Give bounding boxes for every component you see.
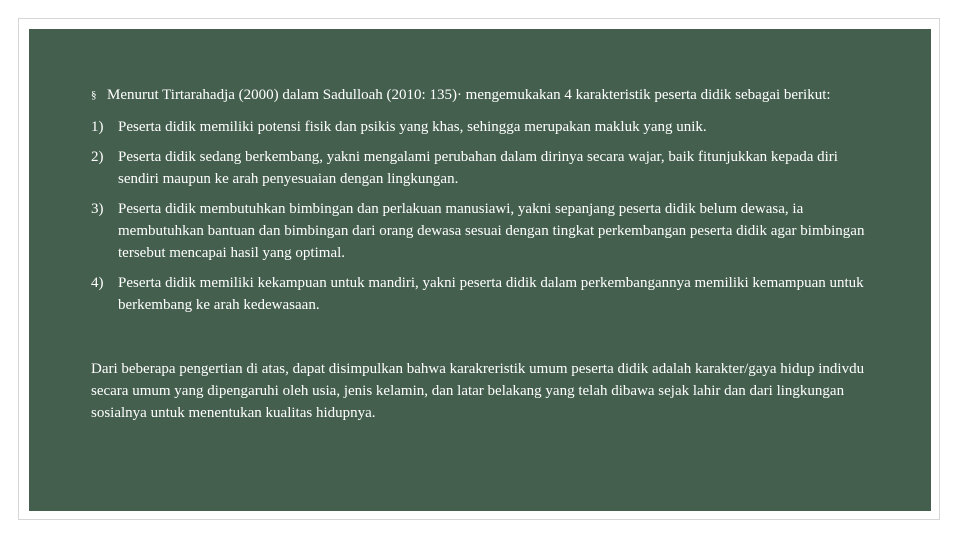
list-item-number: 2) [91, 149, 104, 165]
list-item-text: Peserta didik memiliki kekampuan untuk mandiri, yakni peserta didik dalam perkembangannya memiliki kemampuan untuk berkembang ke arah kedewasaan. [118, 275, 864, 313]
list-item-text: Peserta didik sedang berkembang, yakni mengalami perubahan dalam dirinya secara wajar, baik fitunjukkan kepada diri sendiri maupun ke arah penyesuaian dengan lingkungan. [118, 149, 838, 187]
conclusion-paragraph: Dari beberapa pengertian di atas, dapat disimpulkan bahwa karakreristik umum peserta didik adalah karakter/gaya hidup indivdu secara umum yang dipengaruhi oleh usia, jenis kelamin, dan latar belakang yang telah dibawa sejak lahir dan dari lingkungan sosialnya untuk menentukan kualitas hidupnya. [91, 361, 865, 421]
list-item [91, 116, 881, 138]
list-item [91, 146, 881, 190]
list-item-text: Peserta didik memiliki potensi fisik dan psikis yang khas, sehingga merupakan makluk yang unik. [118, 119, 707, 135]
list-item [91, 198, 881, 264]
slide-content [91, 84, 881, 424]
characteristics-list [91, 116, 881, 316]
intro-text: Menurut Tirtarahadja (2000) dalam Sadulloah (2010: 135)· mengemukakan 4 karakteristik peserta didik sebagai berikut: [107, 87, 831, 103]
intro-paragraph [91, 84, 881, 106]
square-bullet-icon: § [91, 89, 97, 101]
list-item-number: 4) [91, 275, 104, 291]
list-item-text: Peserta didik membutuhkan bimbingan dan perlakuan manusiawi, yakni sepanjang peserta didik belum dewasa, ia membutuhkan bantuan dan bimbingan dari orang dewasa sesuai dengan tingkat perkembangan peserta didik agar bimbingan tersebut mencapai hasil yang optimal. [118, 201, 865, 261]
list-item [91, 272, 881, 316]
list-item-number: 1) [91, 119, 104, 135]
list-item-number: 3) [91, 201, 104, 217]
